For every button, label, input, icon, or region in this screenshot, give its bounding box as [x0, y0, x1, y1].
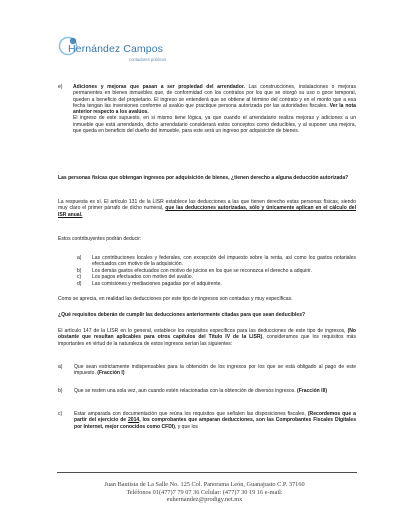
deduction-item-c	[77, 274, 356, 280]
item-e-text: Las construcciones, instalaciones o mejoras permanentes en bienes inmuebles que, de conformidad con los contratos por los que se otorgó su uso o goce temporal, queden a beneficio del propietario. El ingreso se entenderá que se obtiene al término del contrato y en el monto que a esa fecha tengan las inversiones conforme al avalúo que practique persona autorizada por las autoridades fiscales.	[73, 84, 356, 109]
requirement-item-a	[58, 364, 356, 377]
requirement-label: c)	[58, 411, 63, 417]
footer-divider	[57, 472, 357, 473]
footer-phones: Teléfonos 01(477)7 79 07 36 Celular: (477)7 30 19 16 e-mail:	[126, 488, 283, 496]
deduction-label: b)	[77, 267, 82, 274]
deduction-label: a)	[77, 255, 82, 261]
answer-1-underline: que las deducciones autorizadas, sólo y únicamente aplican en el cálculo del ISR anual.	[58, 205, 356, 218]
answer-2-text-2: , consideramos que los requisitos más importantes en virtud de la naturaleza de estos ingresos serían las siguientes:	[58, 334, 356, 347]
requirement-ref: (Fracción III)	[297, 388, 328, 394]
deduction-item-a	[77, 255, 356, 268]
deduction-text: Las comisiones y mediaciones pagadas por el adquirente.	[92, 280, 222, 287]
requirement-label: a)	[58, 364, 63, 370]
requirement-body: Que sean estrictamente indispensables para la obtención de los ingresos por los que se está obligado al pago de este impuesto.	[74, 364, 356, 377]
deduction-text: Los pagos efectuados con motivo del avalúo.	[92, 274, 194, 280]
answer-1	[58, 199, 356, 218]
item-e-label: e)	[58, 84, 63, 90]
requirement-tail: , y que los	[174, 423, 198, 430]
question-2: ¿Qué requisitos deberán de cumplir las deducciones anteriormente citadas para que sean deducibles?	[58, 312, 306, 318]
requirement-year: 2014	[127, 417, 140, 424]
deduction-text: Los demás gastos efectuados con motivo de juicios en los que se reconozca el derecho a adquirir.	[92, 267, 312, 274]
company-logo	[58, 30, 198, 68]
deductions-intro: Estos contribuyentes podrán deducir:	[58, 236, 142, 242]
deduction-label: c)	[77, 274, 82, 280]
requirement-item-c	[58, 411, 356, 430]
requirement-label: b)	[58, 388, 63, 394]
requirement-text	[74, 388, 356, 394]
answer-2	[58, 328, 356, 347]
deductions-note: Como se aprecia, en realidad las deducciones por este tipo de ingresos son contadas y muy específicas.	[58, 296, 293, 302]
footer-address: Juan Bautista de La Salle No. 125 Col. Panorama León, Guanajuato C.P. 37160	[104, 481, 305, 488]
answer-2-bold: (No obstante que resultan aplicables para otros capítulos del Título IV de la LISR)	[58, 328, 356, 341]
item-e-paragraph-2: El ingreso de este supuesto, en si mismo tiene lógica, ya que cuando el arrendatario realiza mejoras y adiciones a un inmueble que está arrendando, dicho arrendatario considerará estos conceptos como deducibles, y al suponer una mejora, que queda en beneficio del dueño del inmueble, para este será un ingreso por adquisición de bienes.	[73, 115, 356, 135]
footer-email: euhernandez@prodigy.net.mx	[166, 496, 243, 504]
requirement-bold-2: , los comprobantes que amparan deducciones, son las Comprobantes Fiscales Digitales por Internet, mejor conocidos como CFDI)	[74, 417, 356, 430]
requirement-text	[74, 364, 356, 377]
footer	[0, 481, 409, 504]
item-e-note: Ver la nota anterior respecto a los avalúos.	[73, 102, 356, 116]
item-e	[58, 84, 356, 135]
logo-subtitle: contadores públicos	[129, 57, 167, 62]
answer-2-text: El artículo 147 de la LISR en lo general, establece los requisitos específicos para las deducciones de este tipo de ingresos,	[58, 328, 348, 334]
requirement-body: Que se resten una sola vez, aun cuando estén relacionadas con la obtención de diversos ingresos.	[74, 388, 298, 394]
requirement-item-b	[58, 388, 356, 394]
question-1: Las personas físicas que obtengan ingresos por adquisición de bienes, ¿tienen derecho a alguna deducción autorizada?	[58, 175, 349, 181]
deduction-text: Las contribuciones locales y federales, con excepción del impuesto sobre la renta, así como los gastos notariales efectuados con motivo de la adquisición.	[92, 255, 356, 268]
deduction-label: d)	[77, 280, 82, 287]
answer-1-text: La respuesta es sí. El artículo 131 de la LISR establece las deducciones a las que tienen derecho estas personas físicas, siendo muy claro el primer párrafo de dicho numeral,	[58, 199, 356, 212]
requirement-ref: (Fracción I)	[97, 370, 125, 377]
requirement-bold: (Recordemos que a partir del ejercicio de	[74, 411, 356, 424]
deduction-item-b	[77, 267, 356, 274]
logo-name: Hernández Campos	[68, 43, 163, 55]
item-e-heading: Adiciones y mejoras que pasan a ser propiedad del arrendador.	[73, 84, 245, 90]
requirement-text	[74, 411, 356, 430]
item-e-paragraph	[73, 84, 356, 115]
deduction-item-d	[77, 280, 356, 287]
requirement-body: Estar amparada con documentación que reúna los requisitos que señalen las disposiciones fiscales,	[74, 411, 308, 417]
